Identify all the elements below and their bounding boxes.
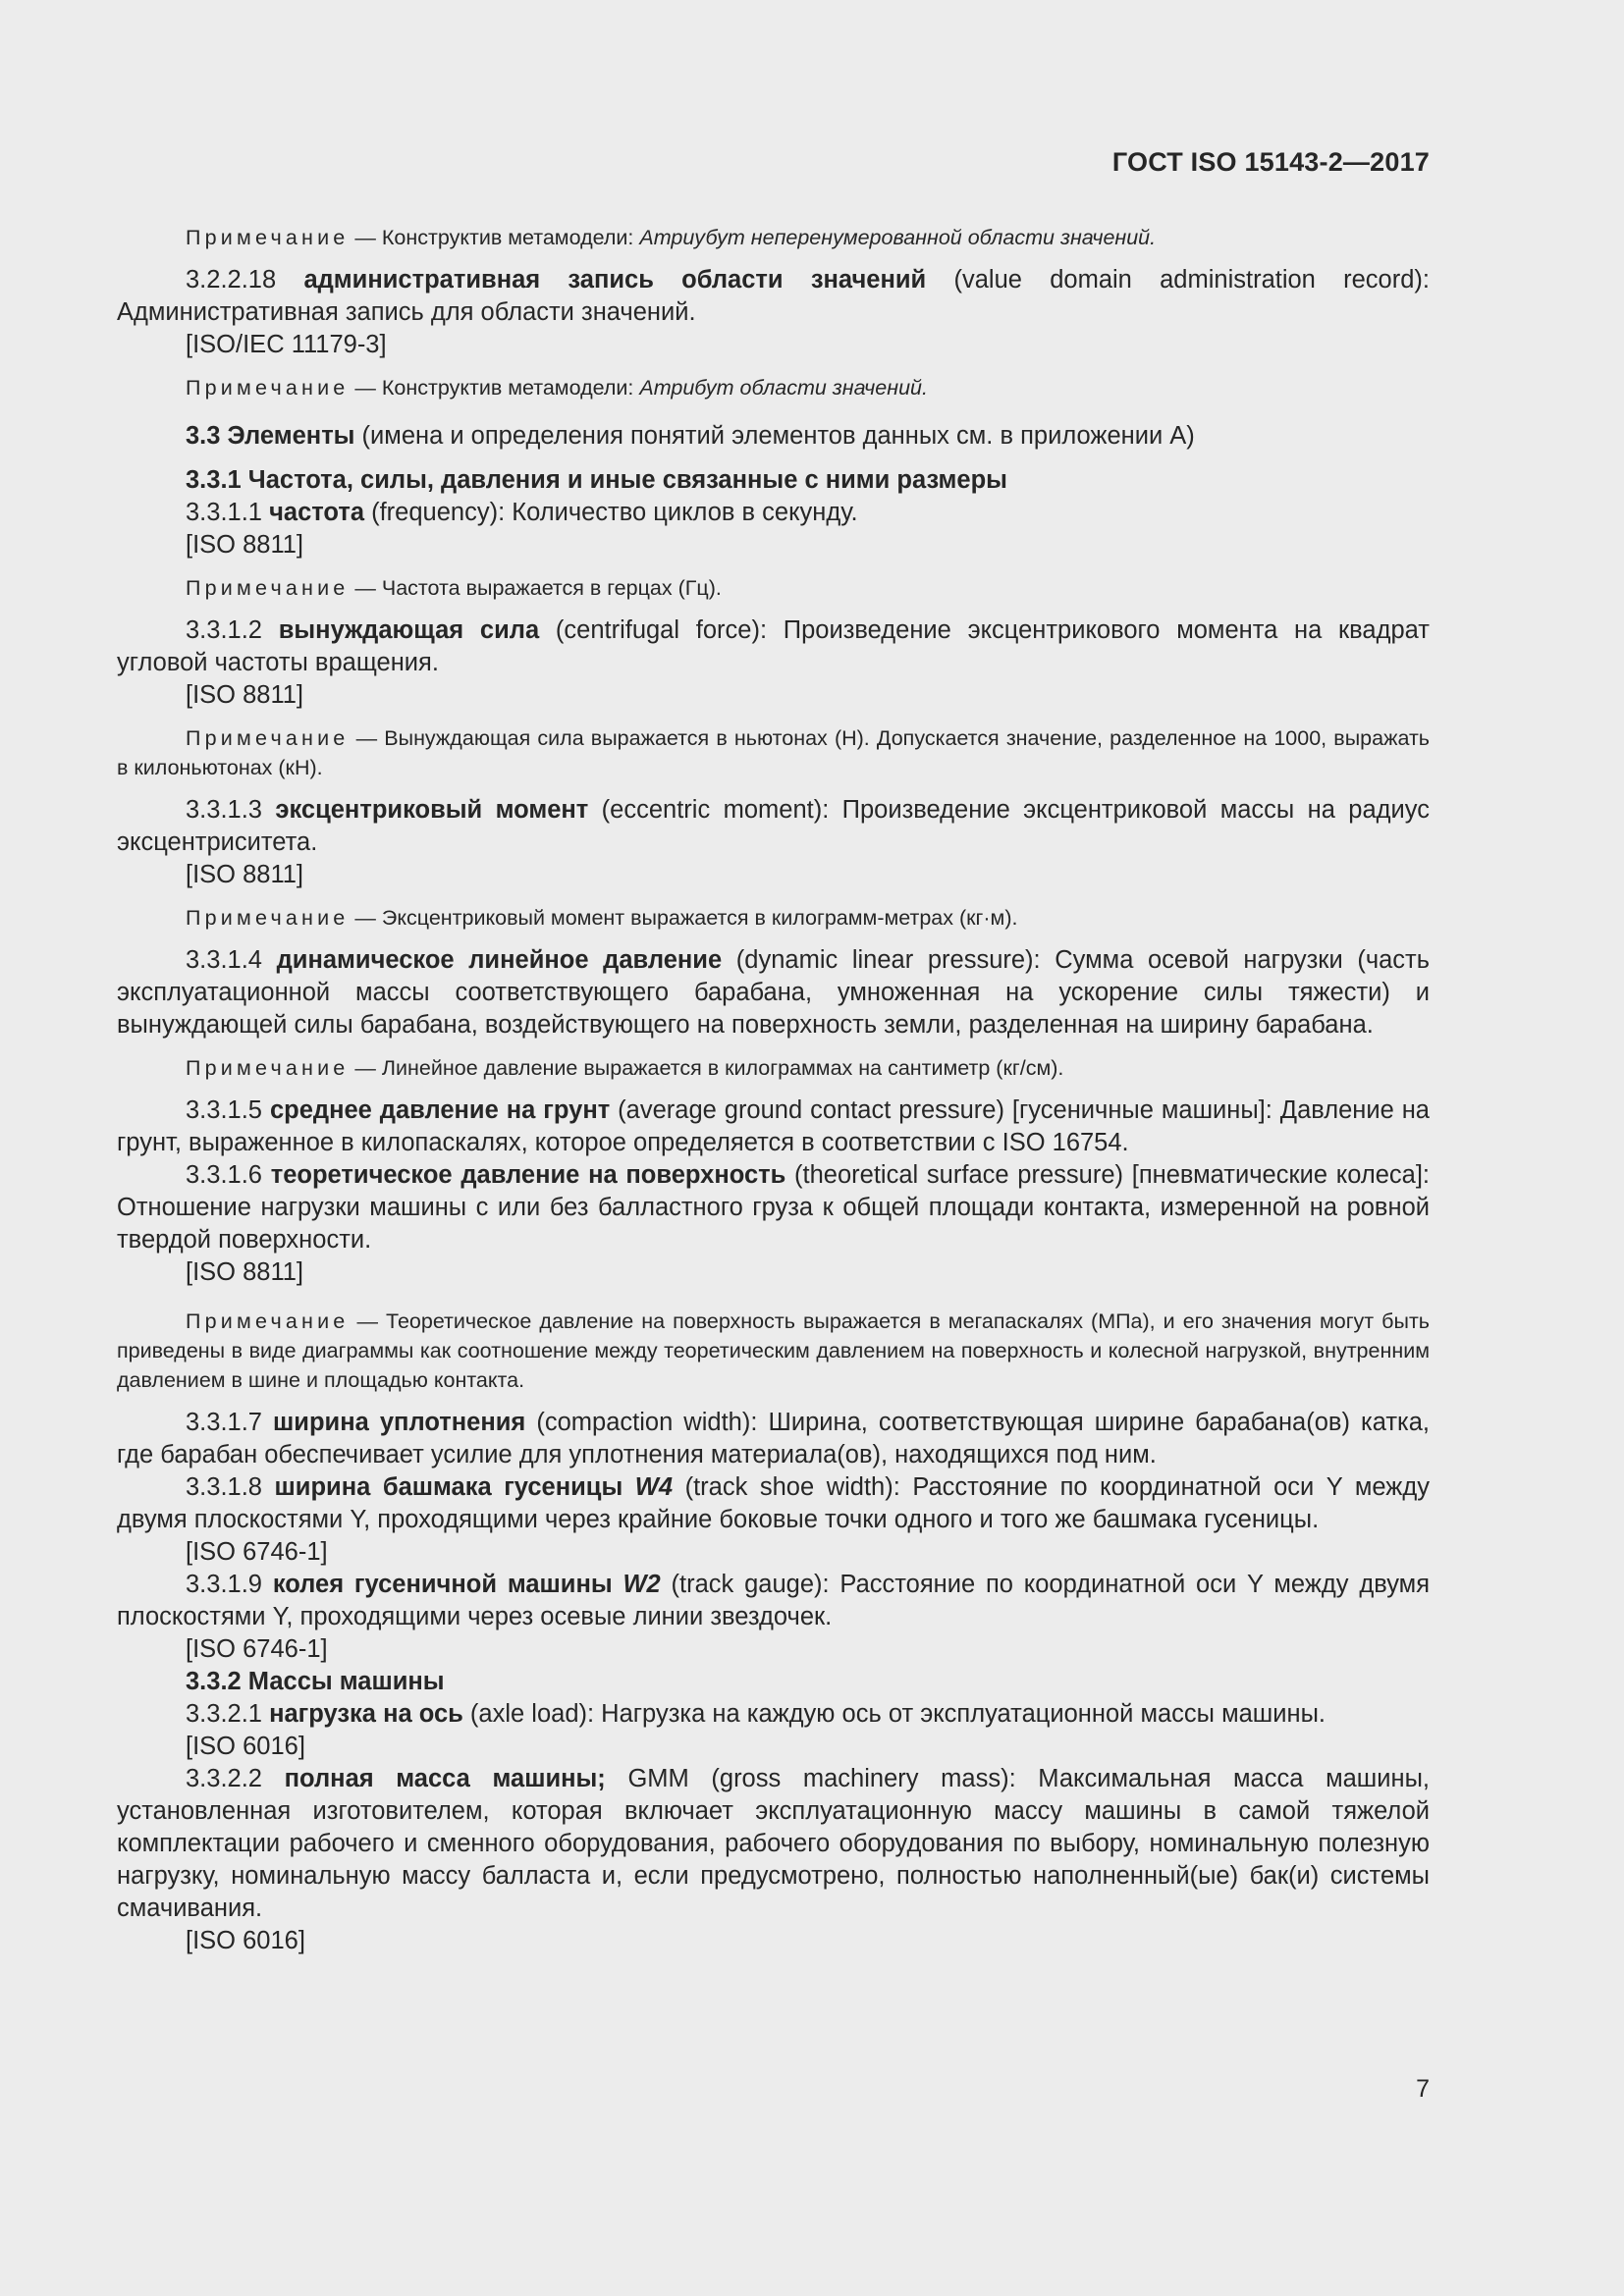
- note-metamodel-2: [117, 373, 1430, 402]
- definition-text: (eccentric moment): Произведение эксцентриковой массы на радиус эксцентриситета.: [117, 796, 1430, 856]
- note-metamodel-1: [117, 223, 1430, 252]
- definition-text: (centrifugal force): Произведение эксцентрикового момента на квадрат угловой частоты вращения.: [117, 616, 1430, 676]
- definition-text: (track shoe width): Расстояние по координатной оси Y между двумя плоскостями Y, проходящими через крайние боковые точки одного и того же башмака гусеницы.: [117, 1473, 1430, 1533]
- definition-number: 3.3.2.1: [186, 1700, 270, 1728]
- note-text: — Конструктив метамодели:: [349, 376, 640, 400]
- note-emphasis: Атриубут неперенумерованной области значений.: [639, 226, 1157, 249]
- note-lead: Примечание: [186, 576, 350, 600]
- definition-3-3-1-6: [117, 1159, 1430, 1256]
- definition-term: эксцентриковый момент: [275, 796, 589, 824]
- note-text: — Линейное давление выражается в килограммах на сантиметр (кг/см).: [349, 1056, 1064, 1080]
- note-lead: Примечание: [186, 1056, 350, 1080]
- definition-3-3-1-2: [117, 614, 1430, 679]
- section-text: (имена и определения понятий элементов данных см. в приложении А): [354, 422, 1195, 450]
- note-eccentric-moment: [117, 903, 1430, 933]
- definition-text: (value domain administration record): Административная запись для области значений.: [117, 266, 1430, 326]
- definition-3-2-2-18: [117, 264, 1430, 329]
- reference-1: [ISO/IEC 11179-3]: [186, 331, 387, 358]
- definition-text: (compaction width): Ширина, соответствующая ширине барабана(ов) катка, где барабан обеспечивает усилие для уплотнения материала(ов), находящихся под ним.: [117, 1409, 1430, 1468]
- note-frequency: [117, 573, 1430, 603]
- definition-term: колея гусеничной машины: [272, 1571, 623, 1598]
- definition-text: (track gauge): Расстояние по координатной оси Y между двумя плоскостями Y, проходящими через осевые линии звездочек.: [117, 1571, 1430, 1630]
- definition-number: 3.3.1.2: [186, 616, 279, 644]
- note-text: — Эксцентриковый момент выражается в килограмм-метрах (кг·м).: [349, 906, 1018, 930]
- definition-number: 3.3.1.8: [186, 1473, 275, 1501]
- definition-number: 3.3.1.1: [186, 499, 270, 526]
- definition-text: (dynamic linear pressure): Сумма осевой нагрузки (часть эксплуатационной массы соответствующего барабана, умноженная на ускорение силы тяжести) и вынуждающей силы барабана, воздействующего на поверхность земли, разделенная на ширину барабана.: [117, 946, 1431, 1039]
- note-lead: Примечание: [186, 226, 350, 249]
- reference-4: [ISO 8811]: [186, 861, 304, 888]
- definition-term: нагрузка на ось: [269, 1700, 463, 1728]
- definition-3-3-2-1: [117, 1698, 1430, 1731]
- definition-term: административная запись области значений: [303, 266, 927, 294]
- document-body: [117, 223, 1430, 1957]
- definition-3-3-2-2: [117, 1763, 1430, 1925]
- reference-6: [ISO 6746-1]: [186, 1538, 328, 1566]
- definition-number: 3.3.1.5: [186, 1096, 270, 1124]
- note-centrifugal-force: [117, 723, 1430, 782]
- definition-3-3-1-7: [117, 1407, 1430, 1471]
- definition-term: ширина уплотнения: [273, 1409, 526, 1436]
- definition-number: 3.2.2.18: [186, 266, 304, 294]
- note-lead: Примечание: [186, 726, 350, 750]
- definition-term: динамическое линейное давление: [276, 946, 723, 974]
- definition-term: теоретическое давление на поверхность: [270, 1161, 786, 1189]
- note-linear-pressure: [117, 1053, 1430, 1083]
- note-text: — Вынуждающая сила выражается в ньютонах (Н). Допускается значение, разделенное на 1000, выражать в килоньютонах (кН).: [117, 726, 1430, 779]
- reference-9: [ISO 6016]: [186, 1927, 305, 1954]
- definition-3-3-1-3: [117, 794, 1430, 859]
- definition-3-3-1-5: [117, 1095, 1430, 1159]
- reference-7: [ISO 6746-1]: [186, 1635, 328, 1663]
- note-lead: Примечание: [186, 906, 350, 930]
- definition-symbol: W4: [634, 1473, 674, 1501]
- document-header: ГОСТ ISO 15143-2—2017: [1111, 147, 1430, 177]
- definition-number: 3.3.1.9: [186, 1571, 273, 1598]
- definition-text: GMM (gross machinery mass): Максимальная масса машины, установленная изготовителем, которая включает эксплуатационную массу машины в самой тяжелой комплектации рабочего и сменного оборудования, рабочего оборудования по выбору, номинальную полезную нагрузку, номинальную массу балласта и, если предусмотрено, полностью наполненный(ые) бак(и) системы смачивания.: [117, 1765, 1430, 1922]
- definition-term: вынуждающая сила: [278, 616, 540, 644]
- definition-3-3-1-8: [117, 1471, 1430, 1536]
- definition-text: (theoretical surface pressure) [пневматические колеса]: Отношение нагрузки машины с или без балластного груза к общей площади контакта, измеренной на ровной твердой поверхности.: [117, 1161, 1430, 1254]
- subsection-3-3-2: 3.3.2 Массы машины: [186, 1668, 445, 1695]
- definition-3-3-1-4: [117, 944, 1430, 1041]
- definition-number: 3.3.1.6: [186, 1161, 271, 1189]
- definition-3-3-1-9: [117, 1569, 1430, 1633]
- note-theoretical-pressure: [117, 1307, 1430, 1395]
- definition-term: полная масса машины;: [284, 1765, 606, 1792]
- note-lead: Примечание: [186, 1309, 350, 1333]
- reference-8: [ISO 6016]: [186, 1733, 305, 1760]
- definition-number: 3.3.1.7: [186, 1409, 274, 1436]
- definition-text: (frequency): Количество циклов в секунду.: [364, 499, 858, 526]
- page-number: 7: [1416, 2075, 1430, 2103]
- reference-3: [ISO 8811]: [186, 681, 304, 709]
- note-text: — Конструктив метамодели:: [349, 226, 640, 249]
- note-text: — Частота выражается в герцах (Гц).: [349, 576, 722, 600]
- definition-term: частота: [269, 499, 365, 526]
- definition-number: 3.3.1.3: [186, 796, 276, 824]
- note-emphasis: Атрибут области значений.: [639, 376, 928, 400]
- definition-number: 3.3.1.4: [186, 946, 277, 974]
- reference-2: [ISO 8811]: [186, 531, 304, 559]
- definition-number: 3.3.2.2: [186, 1765, 285, 1792]
- note-lead: Примечание: [186, 376, 350, 400]
- definition-text: (axle load): Нагрузка на каждую ось от эксплуатационной массы машины.: [462, 1700, 1326, 1728]
- definition-text: (average ground contact pressure) [гусеничные машины]: Давление на грунт, выраженное в килопаскалях, которое определяется в соответствии с ISO 16754.: [117, 1096, 1430, 1156]
- section-3-3: [117, 420, 1430, 453]
- definition-symbol: W2: [623, 1571, 661, 1598]
- reference-5: [ISO 8811]: [186, 1258, 304, 1286]
- definition-3-3-1-1: [117, 497, 1430, 529]
- section-heading: 3.3 Элементы: [186, 422, 355, 450]
- definition-term: среднее давление на грунт: [269, 1096, 611, 1124]
- subsection-3-3-1: 3.3.1 Частота, силы, давления и иные связанные с ними размеры: [186, 466, 1007, 494]
- note-text: — Теоретическое давление на поверхность выражается в мегапаскалях (МПа), и его значения могут быть приведены в виде диаграммы как соотношение между теоретическим давлением на поверхность и колесной нагрузкой, внутренним давлением в шине и площадью контакта.: [117, 1309, 1430, 1392]
- definition-term: ширина башмака гусеницы: [274, 1473, 635, 1501]
